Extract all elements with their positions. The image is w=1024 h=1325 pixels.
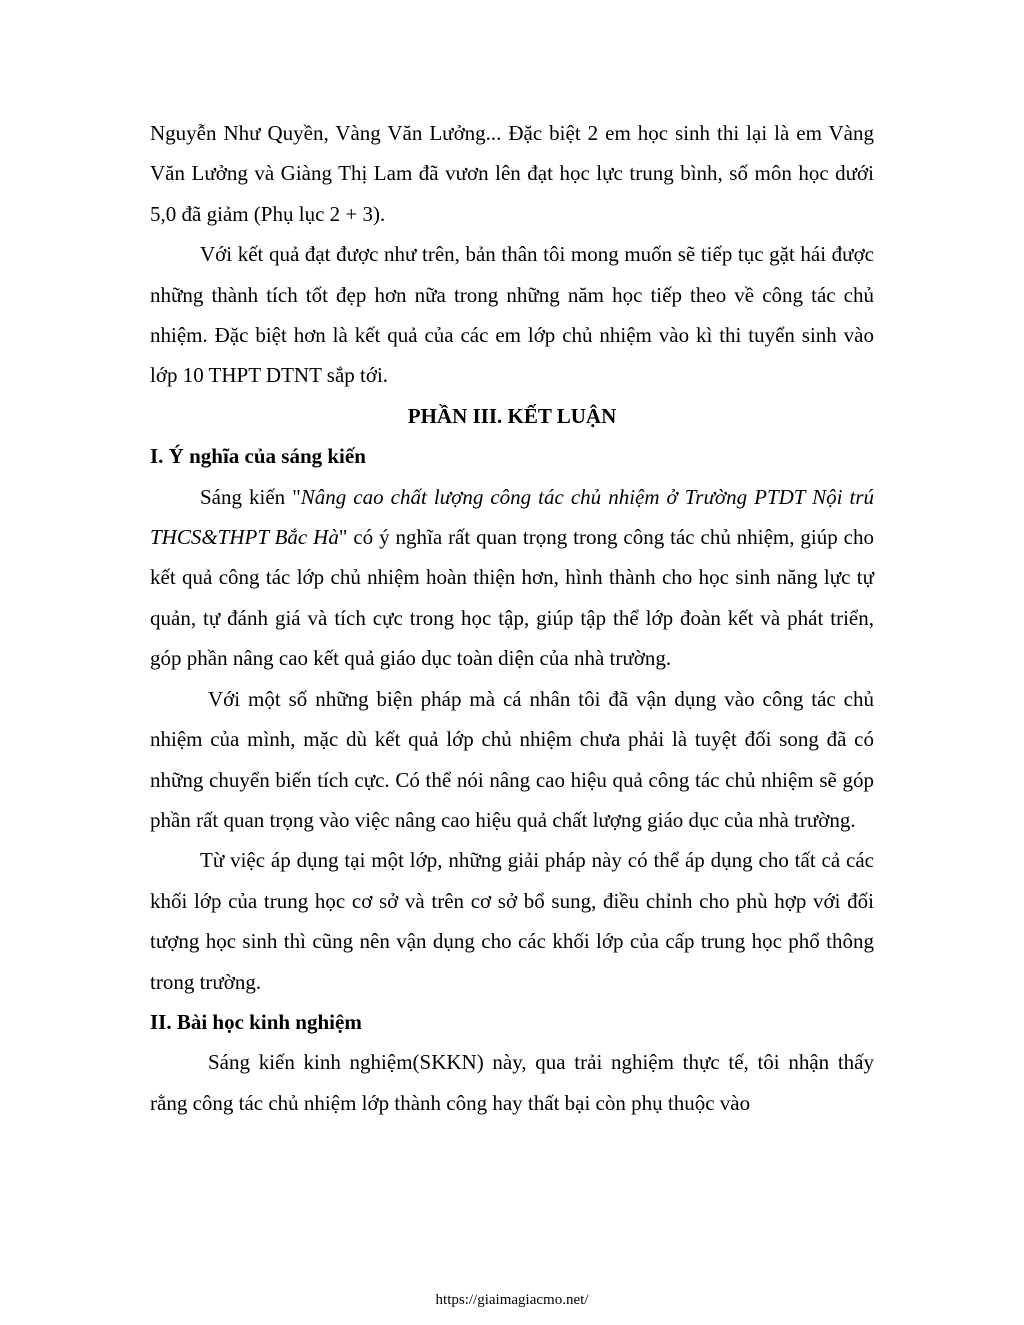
section-title-significance: I. Ý nghĩa của sáng kiến: [150, 444, 366, 469]
document-page: [150, 113, 874, 1123]
paragraph-lessons: Sáng kiến kinh nghiệm(SKKN) này, qua trải nghiệm thực tế, tôi nhận thấy rằng công tác chủ nhiệm lớp thành công hay thất bại còn phụ thuộc vào: [150, 1050, 874, 1115]
paragraph-application: Từ việc áp dụng tại một lớp, những giải pháp này có thể áp dụng cho tất cả các khối lớp của trung học cơ sở và trên cơ sở bổ sung, điều chỉnh cho phù hợp với đối tượng học sinh thì cũng nên vận dụng cho các khối lớp của cấp trung học phổ thông trong trường.: [150, 848, 874, 994]
initiative-prefix: Sáng kiến ": [200, 484, 301, 509]
paragraph-future-wishes: Với kết quả đạt được như trên, bản thân tôi mong muốn sẽ tiếp tục gặt hái được những thành tích tốt đẹp hơn nữa trong những năm học tiếp theo về công tác chủ nhiệm. Đặc biệt hơn là kết quả của các em lớp chủ nhiệm vào kì thi tuyển sinh vào lớp 10 THPT DTNT sắp tới.: [150, 242, 874, 388]
paragraph-results-students: Nguyễn Như Quyền, Vàng Văn Lưởng... Đặc biệt 2 em học sinh thi lại là em Vàng Văn Lưởng và Giàng Thị Lam đã vươn lên đạt học lực trung bình, số môn học dưới 5,0 đã giảm (Phụ lục 2 + 3).: [150, 121, 874, 226]
initiative-description: " có ý nghĩa rất quan trọng trong công tác chủ nhiệm, giúp cho kết quả công tác lớp chủ nhiệm hoàn thiện hơn, hình thành cho học sinh năng lực tự quản, tự đánh giá và tích cực trong học tập, giúp tập thể lớp đoàn kết và phát triển, góp phần nâng cao kết quả giáo dục toàn diện của nhà trường.: [150, 525, 874, 671]
paragraph-initiative-significance: [150, 477, 874, 679]
section-title-lessons: II. Bài học kinh nghiệm: [150, 1009, 362, 1034]
paragraph-measures: Với một số những biện pháp mà cá nhân tôi đã vận dụng vào công tác chủ nhiệm của mình, mặc dù kết quả lớp chủ nhiệm chưa phải là tuyệt đối song đã có những chuyển biến tích cực. Có thể nói nâng cao hiệu quả công tác chủ nhiệm sẽ góp phần rất quan trọng vào việc nâng cao hiệu quả chất lượng giáo dục của nhà trường.: [150, 686, 874, 832]
footer-url: https://giaimagiacmo.net/: [435, 1292, 589, 1308]
initiative-title: Nâng cao chất lượng công tác chủ nhiệm ở Trường PTDT Nội trú THCS&THPT Bắc Hà: [150, 484, 875, 550]
part-title: PHẦN III. KẾT LUẬN: [407, 403, 617, 428]
